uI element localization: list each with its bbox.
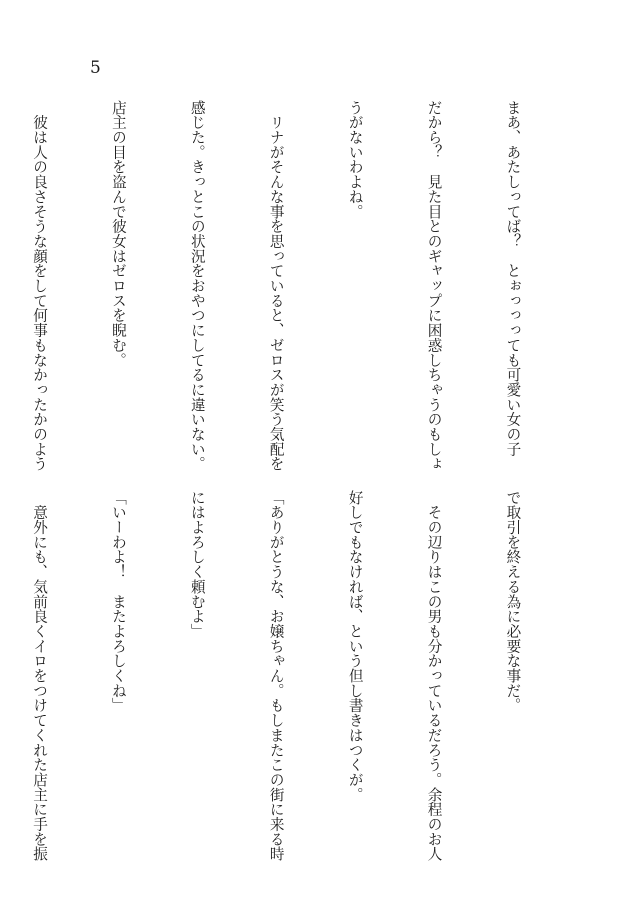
text-line: で取引を終える為に必要な事だ。: [504, 490, 522, 713]
text-block-top: [0, 100, 578, 472]
text-line: にはよろしく頼むよ」: [188, 490, 206, 639]
text-line: うがないわよね。: [346, 100, 364, 219]
text-line: 感じた。きっとこの状況をおやつにしてるに違いない。: [188, 100, 206, 472]
text-line: リナがそんな事を思っていると、ゼロスが笑う気配を: [267, 100, 285, 472]
text-line: その辺りはこの男も分かっているだろう。余程のお人: [425, 490, 443, 862]
text-line: 好しでもなければ、という但し書きはつくが。: [346, 490, 364, 802]
text-line: 彼は人の良さそうな顔をして何事もなかったかのよう: [31, 100, 49, 472]
text-line: まあ、あたしってば？ とぉっっっても可愛い女の子: [504, 100, 522, 457]
text-line: 店主の目を盗んで彼女はゼロスを睨む。: [109, 100, 127, 368]
text-line: 意外にも、気前良くイロをつけてくれた店主に手を振: [31, 490, 49, 862]
text-line: 「ありがとうな、お嬢ちゃん。もしまたこの街に来る時: [267, 490, 285, 862]
text-line: 「いーわよ！ またよろしくね」: [109, 490, 127, 713]
page-number: 5: [90, 58, 101, 78]
text-block-bottom: [0, 490, 578, 862]
text-line: だから？ 見た目とのギャップに困惑しちゃうのもしょ: [425, 100, 443, 472]
